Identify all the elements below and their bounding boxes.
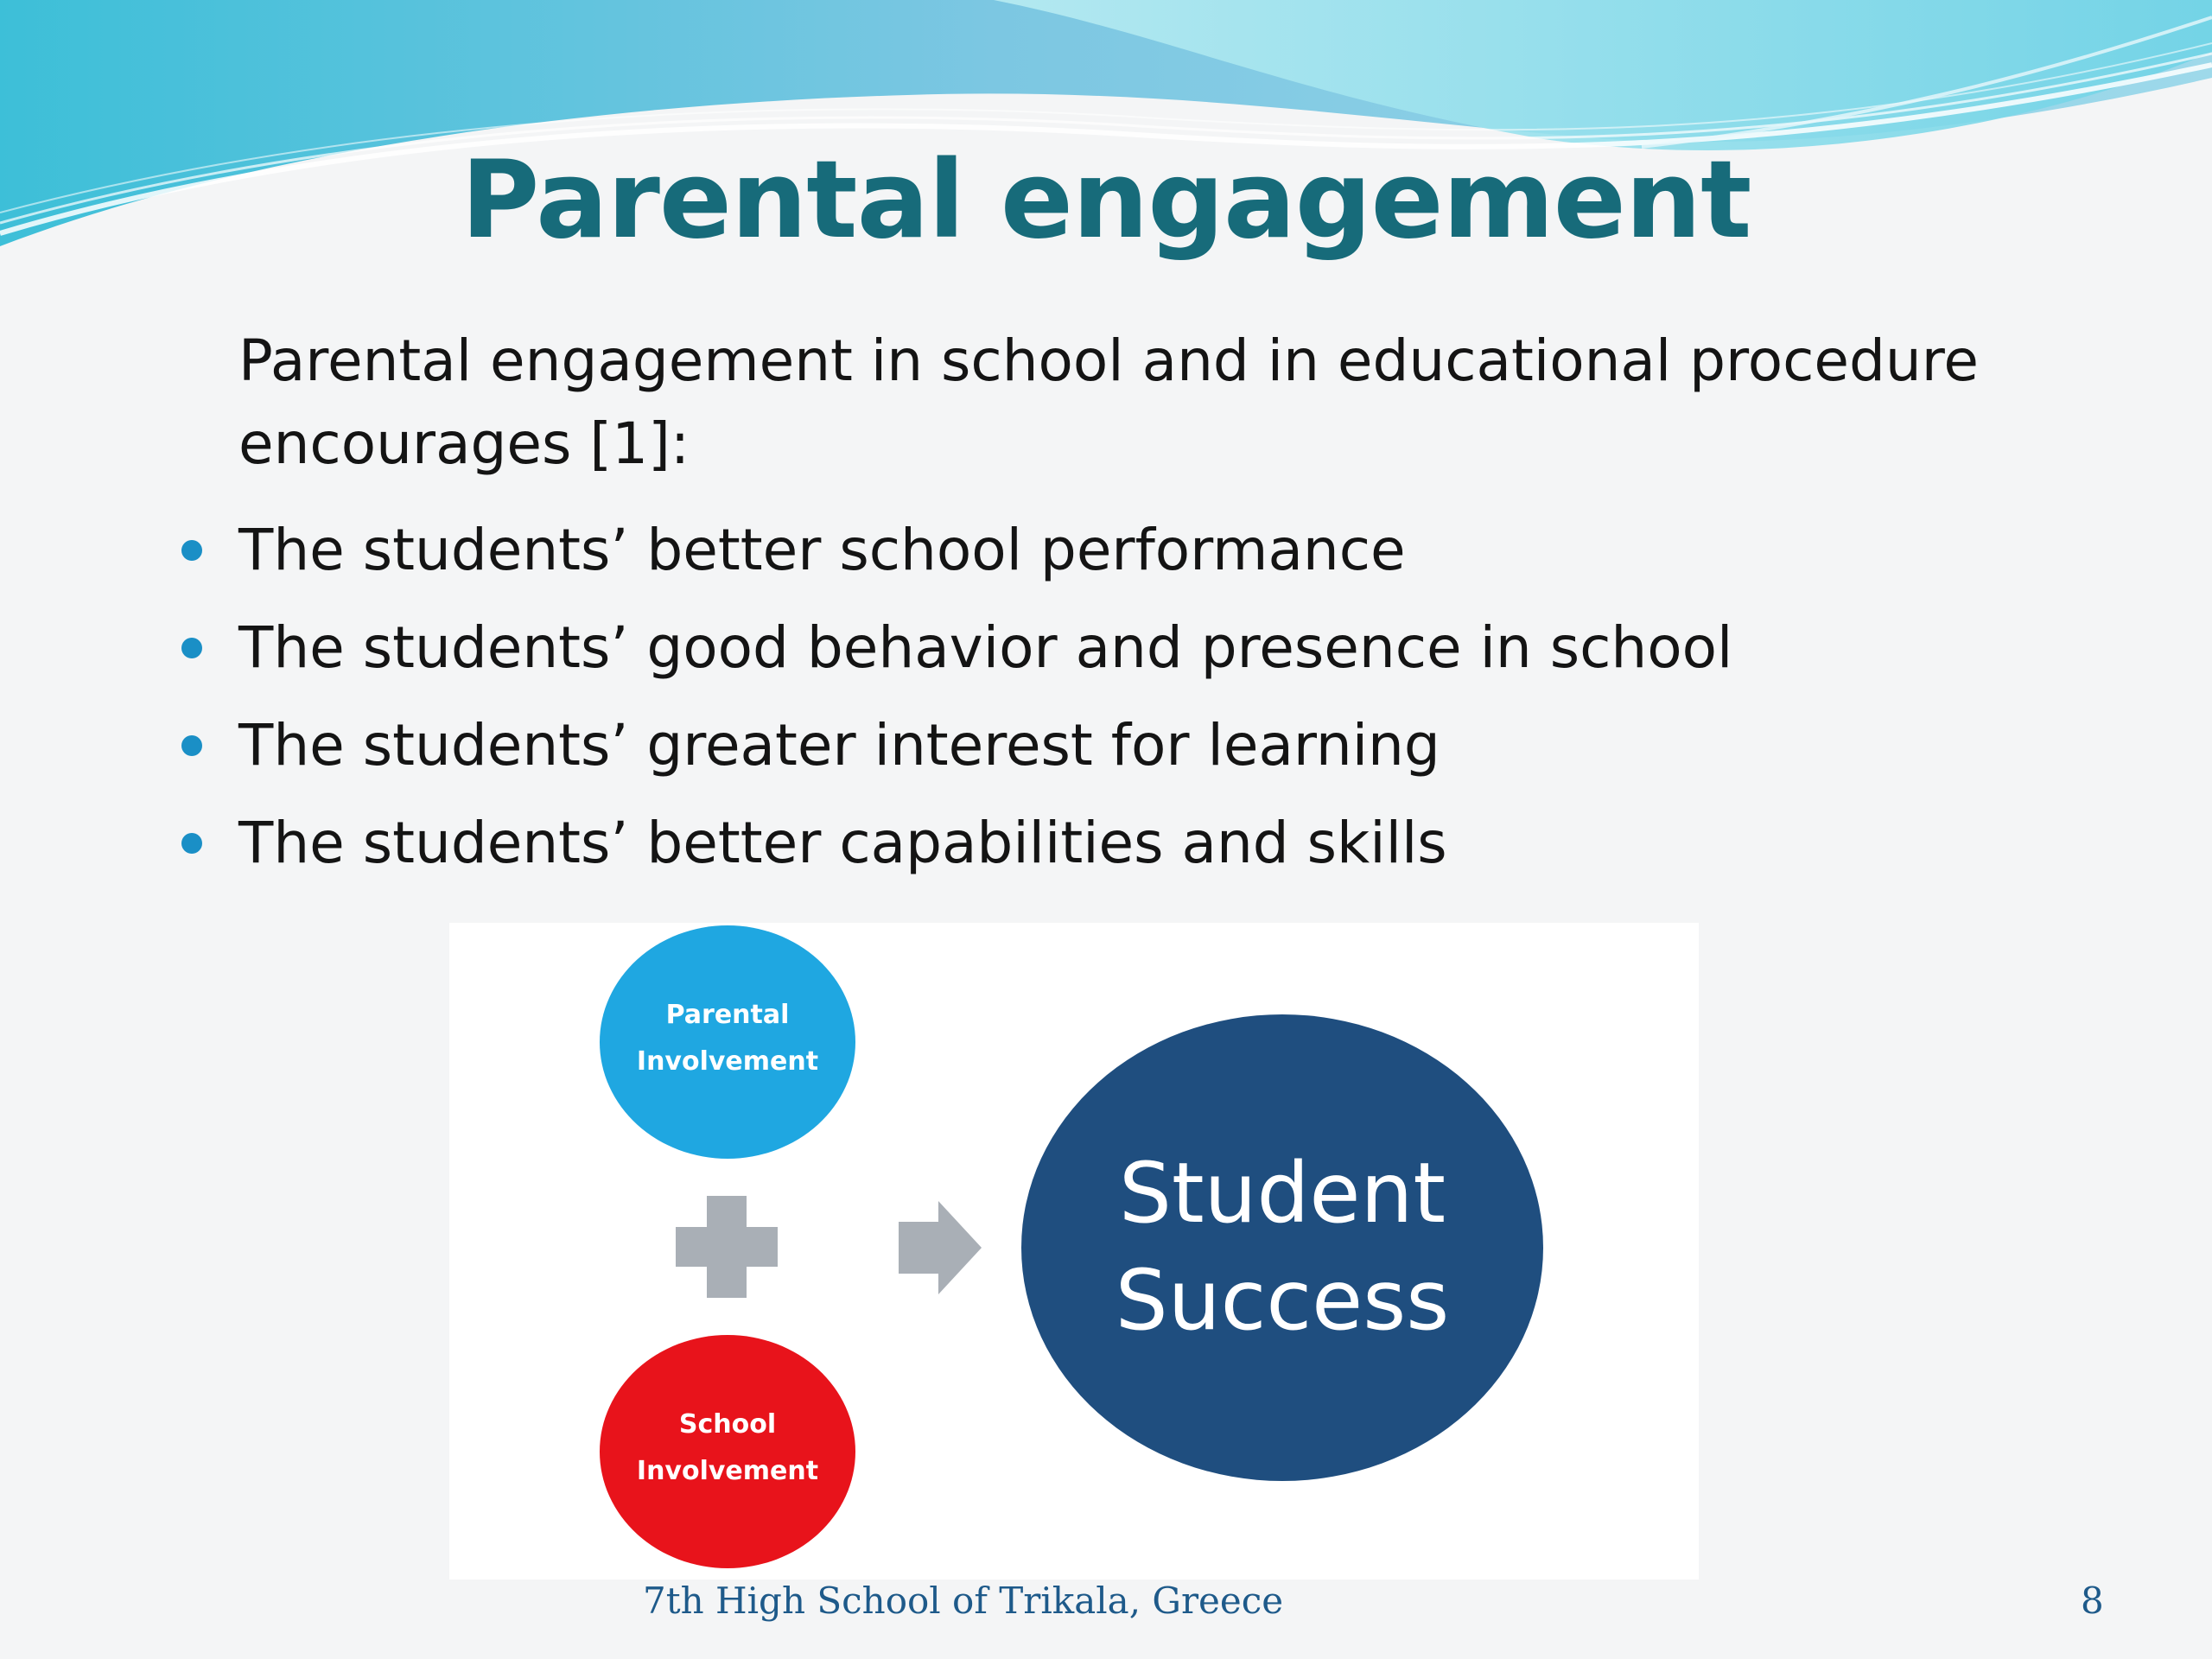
bullet-icon bbox=[181, 540, 202, 561]
parental-involvement-circle bbox=[600, 925, 855, 1159]
intro-text: Parental engagement in school and in educational procedure encourages [1]: bbox=[238, 327, 1980, 477]
parental-label-2: Involvement bbox=[636, 1046, 819, 1077]
page-number: 8 bbox=[2081, 1580, 2104, 1622]
bullet-item bbox=[238, 599, 1732, 696]
bullet-text: The students’ greater interest for learning bbox=[238, 712, 1440, 779]
bullet-item bbox=[238, 501, 1732, 599]
success-label-2: Success bbox=[1115, 1252, 1450, 1349]
school-label-1: School bbox=[678, 1409, 777, 1440]
school-label-2: Involvement bbox=[636, 1456, 819, 1486]
bullet-list bbox=[238, 501, 1732, 892]
success-label-1: Student bbox=[1119, 1145, 1446, 1242]
bullet-icon bbox=[181, 833, 202, 854]
slide-title: Parental engagement bbox=[461, 138, 1751, 263]
bullet-text: The students’ better capabilities and skills bbox=[238, 810, 1447, 876]
bullet-icon bbox=[181, 735, 202, 756]
parental-label-1: Parental bbox=[665, 1000, 790, 1030]
footer-school: 7th High School of Trikala, Greece bbox=[643, 1580, 1284, 1622]
bullet-icon bbox=[181, 638, 202, 658]
bullet-item bbox=[238, 696, 1732, 794]
school-involvement-circle bbox=[600, 1335, 855, 1568]
involvement-diagram bbox=[449, 923, 1699, 1580]
bullet-item bbox=[238, 794, 1732, 892]
bullet-text: The students’ good behavior and presence in school bbox=[238, 614, 1733, 681]
bullet-text: The students’ better school performance bbox=[238, 517, 1406, 583]
student-success-circle bbox=[1021, 1014, 1543, 1481]
